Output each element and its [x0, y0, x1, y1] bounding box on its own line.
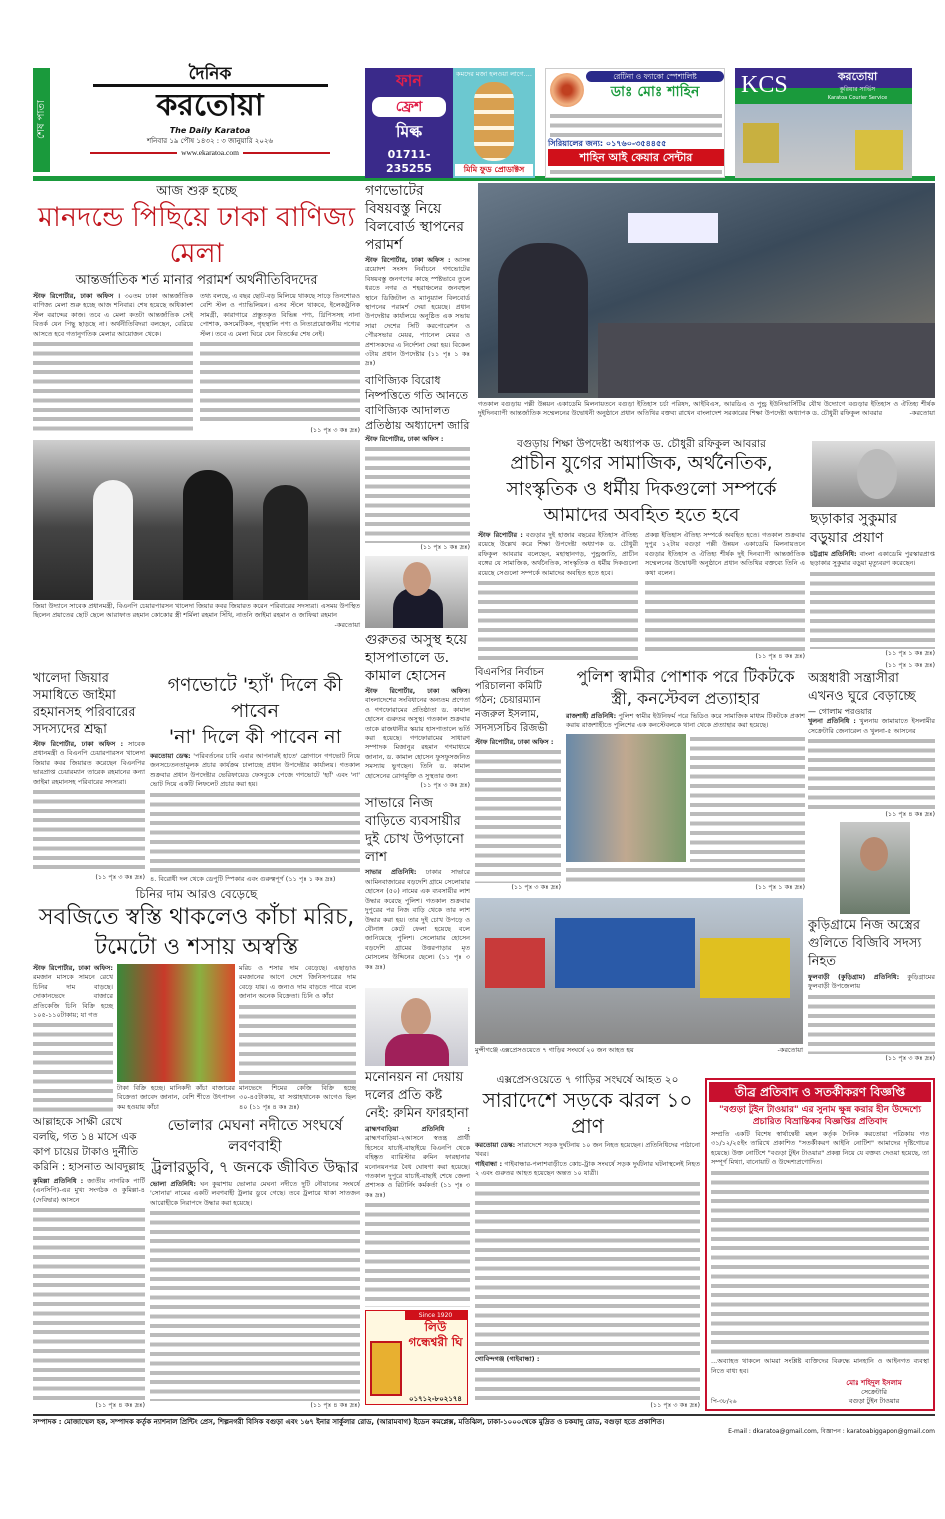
notice-org: বগুড়া টুইন টাওয়ার [848, 1397, 900, 1405]
footer-rule [33, 1414, 935, 1416]
road-body-more2: গোবিন্দগঞ্জ (গাইবান্ধা) : [475, 1355, 540, 1364]
hasnat-story [33, 1115, 145, 1410]
bnp-committee-headline[interactable]: বিএনপির নির্বাচন পরিচালনা কমিটি গঠন; চেয়ারম্যান নজরুল ইসলাম, সদস্যসচিব রিজভী [475, 667, 548, 734]
notice-body-more [711, 1168, 929, 1358]
chini-body-more [239, 1002, 356, 1084]
ad-text: মিমি ফুড প্রোডাক্টস [455, 164, 533, 176]
trawler-body-more [150, 1208, 360, 1400]
trawler-headline[interactable] [150, 1115, 360, 1178]
ad-text: ফ্রেশ [372, 97, 446, 117]
notice-title: তীব্র প্রতিবাদ ও সতর্কীকরণ বিজ্ঞপ্তি [709, 1082, 931, 1102]
sukumar-photo [812, 441, 935, 507]
lead-kicker: আজ শুরু হচ্ছে [156, 184, 237, 199]
masthead-english: The Daily Karatoa [169, 126, 251, 135]
conference-photo-caption: গতকাল বগুড়ায় পল্লী উন্নয়ন একাডেমি মিলনায়তনে বগুড়া ইতিহাস চর্চা পরিষদ, আইবিএস, আরডিএ ও পুন্ড্র ইউনিভার্সিটির যৌথ উদ্যোগে বগুড়ার ইতিহাস ও ঐতিহ্য শীর্ষক দুইদিনব্যাপী আন্তর্জাতিক সম্মেলনের উদ্বোধনী অনুষ্ঠানে প্রধান অতিথির বক্তব্য রাখেন বাংলাদেশ সরকারের শিক্ষা উপদেষ্টা অধ্যাপক ড. চৌধুরী রফিকুল আবরার -করতোয়া [478, 400, 935, 418]
savar-headline[interactable]: সাভারে নিজ বাড়িতে ব্যবসায়ীর দুই চোখ উপড়ানো লাশ [365, 795, 464, 866]
lead-story [33, 183, 360, 435]
kurigram-headline[interactable]: কুড়িগ্রামে নিজ অস্ত্রের গুলিতে বিজিবি সদস্য নিহত [808, 918, 922, 969]
headline-line: ভোলার মেঘনা নদীতে সংঘর্ষে লবণবাহী [167, 1116, 343, 1155]
conference-caption-box [478, 400, 935, 436]
kamal-headline[interactable]: গুরুতর অসুস্থ হয়ে হাসপাতালে ড. কামাল হোসেন [365, 632, 468, 684]
zia-grave-caption: জিয়া উদ্যানে সাবেক প্রধানমন্ত্রী, বিএনপি চেয়ারপারসন খালেদা জিয়ার কবর জিয়ারত করেন পরিবারের সদস্যরা। এসময় উপস্থিত ছিলেন প্রয়াতের ছোট ছেলে আরাফাত রহমান কোকোর স্ত্রী শর্মিলা রহমান সিঁথি, নাতনি জাইমা রহমান ও জাফিয়া রহমান -করতোয়া [33, 602, 360, 629]
road-body-tail [475, 1365, 700, 1401]
road-headline[interactable]: সারাদেশে সড়কে ঝরল ১০ প্রাণ [482, 1088, 693, 1138]
eye-icon [550, 73, 584, 107]
ad-text: ডাঃ মোঃ শাহিন [610, 84, 700, 100]
trawler-story [150, 1115, 360, 1410]
abrar-kicker: বগুড়ায় শিক্ষা উপদেষ্টা অধ্যাপক ড. চৌধুরী রফিকুল আবরার [517, 438, 766, 450]
chini-body-col2-text: মরিচ ও শসার দাম বেড়েছে। এছাড়াও রমজানের আগে দেশে জিনিসপত্রের দাম বেড়ে যায়। এ জন্যও দাম বাড়তে পারে বলে জানান অনেক বিক্রেতা। চিনি ও কাঁচা [239, 964, 356, 1001]
lead-body-col1 [33, 292, 193, 435]
continuation: (১১ পৃঃ ৪ কঃ দ্রঃ) [755, 651, 805, 660]
continuation: (১১ পৃঃ ১ কঃ দ্রঃ) [885, 661, 935, 669]
bnp-committee-body [475, 747, 561, 882]
masthead-kicker: দৈনিক [188, 64, 232, 84]
chini-body-col3 [239, 964, 356, 1112]
kcs-logo: KCS [741, 72, 788, 98]
road-kicker: এক্সপ্রেসওয়েতে ৭ গাড়ির সংঘর্ষে আহত ২০ [496, 1074, 679, 1086]
ad-text: শাহিন আই কেয়ার সেন্টার [548, 149, 724, 166]
abrar-body-col1: স্টাফ রিপোর্টার : বগুড়ার দুই হাজার বছরের ইতিহাস ঐতিহ্য রয়েছে উল্লেখ করে শিক্ষা উপদেষ্টা অধ্যাপক ড. চৌধুরী রফিকুল আবরার বলেছেন, মহাস্থানগড়, পুন্ড্রজাতি, প্রাচীন বঙ্গের যে সামাজিক, অর্থনৈতিক, সাংস্কৃতিক ও ধর্মীয় দিকগুলো রয়েছে সেগুলো সম্পর্কে আমাদের অবহিত হতে হবে। [478, 531, 638, 661]
ad-phone: ০১৭১২-৮০২১৭৪ [409, 1395, 462, 1403]
continuation: (১১ পৃঃ ৪ কঃ দ্রঃ) [95, 1400, 145, 1409]
ad-text: সিরিয়ালের জন্য: ০১৭৬০-৩৫৪৪৫৫ [548, 139, 667, 148]
ad-kcs-courier[interactable] [735, 68, 912, 178]
ad-text: লিউ গন্ধেশ্বরী ঘি [408, 1320, 463, 1349]
ganavote-body: করতোয়া ডেস্ক: 'পরিবর্তনের চাবি এবার আপনারই হাতে' স্লোগানে গণভোট নিয়ে জনসচেতনতামূলক প্রচার কার্যক্রম চালাচ্ছে প্রধান উপদেষ্টার কার্যালয়। গতকাল শুক্রবার প্রধান উপদেষ্টার ভেরিফায়েড ফেসবুকে পেজে গণভোটে 'হ্যাঁ' এবং 'না' ভোট দিয়ে একটি লিফলেট প্রচার করা হয়। [150, 752, 361, 789]
rumin-farhana-photo [365, 988, 468, 1066]
road-body: করতোয়া ডেস্ক: সারাদেশে সড়ক দুর্ঘটনায় ১০ জন নিহত হয়েছেন। প্রতিনিধিদের পাঠানো খবর। গাইবান্ধা : গাইবান্ধার-পলাশবাড়ীতে কোচ-ট্রাক সংঘর্ষে সড়ক দুর্ঘটনার ঘটনাস্থলেই নিহত ২ এবং গুরুতর আহত হয়েছেন অন্তত ১০ যাত্রী। [475, 1141, 700, 1178]
continuation: (১১ পৃঃ ৩ কঃ দ্রঃ) [310, 425, 360, 434]
police-story [566, 666, 805, 892]
masthead-date: শনিবার ১৯ পৌষ ১৪৩২ : ৩ জানুয়ারি ২০২৬ [147, 137, 273, 145]
ad-text: কুরিয়ার সার্ভিস [839, 86, 876, 93]
golam-parwar-photo [840, 822, 910, 914]
continuation: (১১ পৃঃ ১ কঃ দ্রঃ) [885, 648, 935, 657]
vegetable-photo [117, 964, 235, 1082]
bus-caption-box [475, 1046, 803, 1070]
rumin-headline[interactable]: মনোনয়ন না দেয়ায় দলের প্রতি কষ্ট নেই: রুমিন ফারহানা [365, 1070, 469, 1121]
zia-caption-box [33, 602, 360, 666]
road-story [475, 1073, 700, 1410]
police-body: রাজশাহী প্রতিনিধি: পুলিশ স্বামীর ইউনিফর্ম পরে ভিডিও করে সামাজিক মাধ্যম টিকটকে প্রকাশ করায় রাজশাহীতে পুলিশের এক কনস্টেবলকে থানা থেকে প্রত্যাহার করা হয়েছে। [566, 712, 805, 730]
chini-tail2: মানভেদে শিমের কেজি বিক্রি হচ্ছে ৩০-৪৫টাকায়, যা সপ্তাহখানেক আগেও ছিল ৪০ (১১ পৃঃ ৪ কঃ দ্রঃ) [239, 1083, 356, 1111]
zia-grave-photo [33, 440, 360, 600]
notice-subtitle: "বগুড়া টুইন টাওয়ার" এর সুনাম ক্ষুন্ন করার হীন উদ্দেশ্যে প্রচারিত বিভ্রান্তিকর বিজ্ঞপ্তির প্রতিবাদ [719, 1105, 921, 1127]
notice-closing: ...অব্যাহত থাকলে আমরা সংশ্লিষ্ট ব্যক্তিদের বিরুদ্ধে মানহানি ও আইনগত ব্যবস্থা নিতে বাধ্য হব। [711, 1357, 929, 1375]
terror-body: খুলনা প্রতিনিধি : খুলনায় জামায়াতে ইসলামীর সেক্রেটারি জেনারেল ও খুলনা-৫ আসনের [808, 717, 935, 735]
chini-story [33, 886, 360, 1112]
abrar-story [478, 437, 805, 661]
lead-body-text: ৩০তম ঢাকা আন্তর্জাতিক বাণিজ্য মেলা শুরু হচ্ছে আজ শনিবার। শেষ হয়েছে অধিকাংশ স্টল বরাদ্দের কাজ। তবে এ মেলা কতটা আন্তর্জাতিক সেই বিতর্ক যেন পিছু ছাড়ছে না। অর্থনীতিবিদরা বলছেন, বেরিয়ে আসতে হবে গতানুগতিক মেলার আয়োজন থেকে। [33, 292, 193, 338]
terror-byline-quote: — গোলাম পরওয়ার [808, 707, 872, 717]
divider [90, 152, 177, 154]
abrar-body-col2: প্রকল্প ইতিহাস ঐতিহ্য সম্পর্কে অবহিত হতে। গতকাল শুক্রবার দুপুর ১২টায় বগুড়া পল্লী উন্নয়ন একাডেমি মিলনায়তনে বগুড়ার ইতিহাস ও ঐতিহ্য শীর্ষক দুই দিনব্যাপী আন্তর্জাতিক সম্মেলনের উদ্বোধনী অনুষ্ঠানে প্রধান অতিথির বক্তব্যে তিনি এ কথা বলেন। (১১ পৃঃ ৪ কঃ দ্রঃ) [645, 531, 805, 660]
ad-shahin-eye-care[interactable] [545, 68, 725, 178]
chini-tail1: টাকা বিক্রি হচ্ছে। মানিকদী কাঁচা বাজারের বিক্রেতা জাবেদ জানান, বেশি শীতে উৎপাদন কম হওয়ায় কাঁচা [117, 1083, 235, 1111]
continuation: (১১ পৃঃ ৩ কঃ দ্রঃ) [885, 1053, 935, 1062]
notice-body: সম্প্রতি একটি বিশেষ স্বার্থান্বেষী মহল কর্তৃক দৈনিক করতোয়া পত্রিকায় গত ৩১/১২/২৫ইং তারিখে প্রকাশিত "সতর্কীকরণ আইনি নোটিশ" আমাদের দৃষ্টিগোচর হয়েছে। উক্ত নোটিশে "বগুড়া টুইন টাওয়ার" প্রকল্প নিয়ে যে বক্তব্য দেওয়া হয়েছে, তা সম্পূর্ণ মিথ্যা, বানোয়াট ও উদ্দেশ্যপ্রণোদিত। [711, 1130, 929, 1167]
kurigram-body: ফুলবাড়ী (কুড়িগ্রাম) প্রতিনিধি: কুড়িগ্রামের ফুলবাড়ী উপজেলায় [808, 973, 935, 991]
headline-line: পুলিশ স্বামীর পোশাক পরে টিকটকে [576, 667, 795, 686]
truck-image [743, 123, 779, 163]
bus-crash-caption: মুন্সীগঞ্জে এক্সপ্রেসওয়েতে ৭ গাড়ির সংঘর্ষে ২০ জন আহত হয় -করতোয়া [475, 1046, 803, 1054]
ad-text: ফান [396, 71, 422, 90]
notice-signer: মোঃ শহিদুল ইসলাম [846, 1379, 902, 1387]
hasnat-body: কুমিল্লা প্রতিনিধি : জাতীয় নাগরিক পার্টি (এনসিপি)-এর মুখ্য সংগঠক ও কুমিল্লা-৪ (দেবিদ্বার) আসনে [33, 1177, 145, 1204]
continuation: (১১ পৃঃ ৩ কঃ দ্রঃ) [511, 882, 561, 891]
lead-subhead: আন্তর্জাতিক শর্ত মানার পরামর্শ অর্থনীতিবিদদের [75, 273, 318, 288]
chini-headline[interactable]: সবজিতে স্বস্তি থাকলেও কাঁচা মরিচ, টমেটো ও শসায় অস্বস্তি [38, 904, 355, 960]
divider [243, 152, 330, 154]
rumin-body: ব্রাহ্মণবাড়িয়া প্রতিনিধি : ব্রাহ্মণবাড়িয়া-২আসনে স্বতন্ত্র প্রার্থী হিসেবে যাচাই-বাছাইয়ে বিএনপি থেকে বহিষ্কৃত ব্যারিস্টার রুমিন ফারহানার মনোনয়নপত্র বৈধ ঘোষণা করা হয়েছে। গতকাল দুপুরে যাচাই-বাছাই শেষে জেলা প্রশাসক ও রিটার্নিং কর্মকর্তা (১১ পৃঃ ৩ কঃ দ্রঃ) [365, 1125, 470, 1199]
headline-line: গণভোটে 'হ্যাঁ' দিলে কী পাবেন [167, 674, 343, 722]
sukumar-story [810, 510, 935, 658]
tiktok-photo [566, 734, 686, 862]
masthead [90, 64, 330, 172]
khaleda-headline[interactable]: খালেদা জিয়ার সমাধিতে জাইমা রহমানসহ পরিবারের সদস্যদের শ্রদ্ধা [33, 671, 136, 737]
khaleda-body: স্টাফ রিপোর্টার, ঢাকা অফিস : সাবেক প্রধানমন্ত্রী ও বিএনপি চেয়ারপারসন খালেদা জিয়ার কবর জিয়ারত করেছেন বিএনপির ভারপ্রাপ্ত চেয়ারম্যান তারেক রহমানের কন্যা জাইমা রহমানসহ পরিবারের সদস্যরা। [33, 740, 145, 786]
column-billboard [365, 182, 470, 552]
police-body-more [566, 865, 805, 883]
masthead-website[interactable]: www.ekaratoa.com [181, 148, 239, 157]
commercial-court-body [365, 444, 470, 542]
sukumar-body: চট্টগ্রাম প্রতিনিধি: বাংলা একাডেমি পুরস্কারপ্রাপ্ত ছড়াকার সুকুমার বড়ুয়া মৃত্যুবরণ করেছেন। [810, 550, 935, 568]
trawler-body: ভোলা প্রতিনিধি: ঘন কুয়াশায় ভোলার মেঘনা নদীতে দুটি নৌযানের সংঘর্ষে 'সোনার' নামের একটি লবণবাহী ট্রলার ডুবে গেছে। তবে ট্রলারে থাকা সাতজন আরোহীকে নিরাপদে উদ্ধার করা হয়েছে। [150, 1180, 360, 1207]
terror-story [808, 661, 935, 819]
lead-body-text: তথ্য বলছে, এ বছর ছোট-বড় মিলিয়ে থাকছে সাড়ে তিনশোরও বেশি স্টল ও প্যাভিলিয়ন। এসব স্টলে থাকবে, ইলেকট্রনিক সামগ্রী, কারাগারে প্রস্তুতকৃত বিভিন্ন পণ্য, থ্রিপিসসহ নানা পোশাক, কসমেটিকস, গৃহস্থালি পণ্য ও নিত্যপ্রয়োজনীয় পণ্যের স্টল। তবে এ মেলা ঘিরে যেন বিতর্কের শেষ নেই। [200, 292, 360, 338]
website-row [90, 147, 330, 159]
conference-photo [478, 183, 935, 398]
rumin-story [365, 1069, 470, 1307]
hasnat-headline[interactable]: আল্লাহকে সাক্ষী রেখে বলছি, গত ১৪ মাসে এক কাপ চায়ের টাকাও দুর্নীতি করিনি : হাসনাত আবদুল্লাহ [33, 1116, 145, 1173]
lead-body-col2 [200, 292, 360, 435]
column-kamal-savar [365, 631, 470, 985]
terror-headline[interactable]: অস্ত্রধারী সন্ত্রাসীরা এখনও ঘুরে বেড়াচ্ছে [808, 671, 916, 705]
ganavote-headline[interactable] [150, 672, 360, 750]
continuation: (১১ পৃঃ ৪ কঃ দ্রঃ) [885, 809, 935, 818]
billboard-body: স্টাফ রিপোর্টার, ঢাকা অফিস : আসন্ন ত্রয়োদশ সংসদ নির্বাচনে গণভোটের বিষয়বস্তু জনগণের কাছে স্পষ্টভাবে তুলে ধরতে নগর ও শহরাঞ্চলের জনবহুল স্থানে ডিজিটাল ও ম্যানুয়্যাল বিলবোর্ড স্থাপনের পরামর্শ দেয়া হয়েছে। প্রধান উপদেষ্টার কার্যালয়ে অনুষ্ঠিত এক সভায় সারা দেশের সিটি করপোরেশন ও পৌরসভার মেয়র, প্যানেল মেয়র ও প্রশাসকদের এ নির্দেশনা দেয়া হয়। বিকেল ৩টায় প্রধান উপদেষ্টার (১১ পৃঃ ১ কঃ দ্রঃ) [365, 256, 470, 368]
chini-kicker: চিনির দাম আরও বেড়েছে [135, 887, 258, 901]
continuation: (১১ পৃঃ ১ কঃ দ্রঃ) [755, 882, 805, 891]
bus-crash-photo [475, 898, 803, 1044]
biscuit-image [474, 82, 514, 161]
police-headline[interactable] [566, 666, 805, 710]
ad-ghee[interactable] [365, 1310, 468, 1405]
continuation: (১১ পৃঃ ১ কঃ দ্রঃ) [420, 542, 470, 551]
ad-phone: 01711-235255 [386, 147, 432, 175]
chini-body-col1: স্টাফ রিপোর্টার, ঢাকা অফিস: রমজান মাসকে সামনে রেখে চিনির দাম বাড়ছে। দোকানভেদে বাজারে প্রতিকেজি চিনি বিক্রি হচ্ছে ১০৫-১১০টাকায়; যা গত [33, 964, 113, 1112]
commercial-court-byline: স্টাফ রিপোর্টার, ঢাকা অফিস : [365, 434, 444, 443]
continuation: (১১ পৃঃ ৩ কঃ দ্রঃ) [420, 781, 470, 790]
billboard-headline[interactable]: গণভোটের বিষয়বস্তু নিয়ে বিলবোর্ড স্থাপনের পরামর্শ [365, 183, 464, 253]
notice-role: সেক্রেটারি [861, 1388, 887, 1396]
khaleda-story [33, 670, 145, 882]
continuation: (১১ পৃঃ ৩ কঃ দ্রঃ) [95, 872, 145, 881]
ad-text: করতোয়া [837, 70, 878, 83]
headline-line: ট্রলারডুবি, ৭ জনকে জীবিত উদ্ধার [151, 1158, 359, 1176]
abrar-headline[interactable]: প্রাচীন যুগের সামাজিক, অর্থনৈতিক, সাংস্কৃতিক ও ধর্মীয় দিকগুলো সম্পর্কে আমাদের অবহিত হতে হবে [506, 453, 777, 526]
ad-text: মিল্ক [395, 122, 423, 142]
footer [33, 1417, 935, 1451]
kamal-body: স্টাফ রিপোর্টার, ঢাকা অফিস। বাংলাদেশের সংবিধানের অন্যতম প্রণেতা ও গণফোরামের প্রতিষ্ঠাতা ড. কামাল হোসেন গুরুতর অসুস্থ। গতকাল শুক্রবার তাকে রাজধানীর স্কয়ার হাসপাতালে ভর্তি করা হয়েছে। গণফোরামের সাধারণ সম্পাদক মিজানুর রহমান গণমাধ্যমে জানান, ড. কামাল হোসেন ফুসফুসজনিত সমস্যায় ভুগছেন। তিনি ড. কামাল হোসেনের রোগমুক্তি ও সুস্থতার জন্য [365, 687, 470, 780]
continuation: (১১ পৃঃ ৪ কঃ দ্রঃ) [310, 1400, 360, 1409]
headline-line: 'না' দিলে কী পাবেন না [168, 726, 342, 748]
ganavote-point: ৪. বিরোধী দল থেকে ডেপুটি স্পিকার এবং গুরুত্বপূর্ণ (১১ পৃঃ ১ কঃ দ্রঃ) [150, 874, 336, 883]
savar-body: সাভার প্রতিনিধি: ঢাকার সাভারে আমিনবাজারের বড়দেশি গ্রামে সেলোয়ার হোসেন (৫০) নামের এক ব্যবসায়ীর লাশ উদ্ধার করেছে পুলিশ। গতকাল শুক্রবার দুপুরের পর নিজ বাড়ি থেকে তার লাশ উদ্ধার করা হয়। তার দুই চোখ উপড়ে ও যৌনাঙ্গ কেটে ফেলা হয়েছে বলে জানিয়েছে পুলিশ। সেলোয়ার হোসেন বড়দেশি গ্রামের উত্তরপাড়ার মৃত মোসলেম উদ্দিনের ছেলে। (১১ পৃঃ ৩ কঃ দ্রঃ) [365, 868, 470, 971]
ganavote-story [150, 672, 360, 884]
ad-text: কমদের মজা হলওয়া লাগে.... [456, 70, 532, 78]
sukumar-headline[interactable]: ছড়াকার সুকুমার বড়ুয়ার প্রয়াণ [810, 511, 898, 546]
protest-notice [705, 1078, 935, 1411]
bnp-byline: স্টাফ রিপোর্টার, ঢাকা অফিস : [475, 738, 554, 746]
masthead-logo: করতোয়া [93, 84, 328, 125]
byline: স্টাফ রিপোর্টার, ঢাকা অফিস । [33, 292, 121, 300]
kurigram-story [808, 917, 935, 1063]
commercial-court-headline[interactable]: বাণিজ্যিক বিরোধ নিষ্পত্তিতে গতি আনতে বাণিজ্যিক আদালত প্রতিষ্ঠায় অধ্যাদেশ জারি [365, 373, 470, 432]
ad-text: Since 1920 [405, 1311, 467, 1320]
chini-body-col2 [117, 964, 235, 1112]
road-body-more [475, 1179, 700, 1356]
section-tab: শেষ পাতা [33, 68, 50, 172]
bnp-story [475, 666, 561, 892]
police-body-cont [690, 734, 805, 862]
ad-text: Karatoa Courier Service [827, 95, 888, 101]
truck-image [855, 130, 903, 170]
continuation: (১১ পৃঃ ৩ কঃ দ্রঃ) [650, 1400, 700, 1409]
headline-line: স্ত্রী, কনস্টেবল প্রত্যাহার [611, 689, 760, 708]
ghee-jar-image [370, 1341, 402, 1396]
footer-contact: E-mail : dkaratoa@gmail.com, বিজ্ঞাপন : karatoabiggapon@gmail.com [728, 1428, 935, 1435]
lead-headline[interactable]: মানদন্ডে পিছিয়ে ঢাকা বাণিজ্য মেলা [38, 202, 355, 269]
ad-fun-fresh-milk[interactable] [365, 68, 535, 178]
kamal-hossain-photo [365, 556, 468, 628]
footer-imprint: সম্পাদক : মোজাম্মেল হক, সম্পাদক কর্তৃক ন্যাশনাল প্রিন্টিং প্রেস, শিল্পনগরী বিসিক বগুড়া এবং ১৬৭ ইনার সার্কুলার রোড, (আরামবাগ) ইডেন কমপ্লেক্স, মতিঝিল, ঢাকা-১০০০থেকে মুদ্রিত ও চকযাদু রোড, বগুড়া হতে প্রকাশিত। [33, 1418, 665, 1426]
notice-ref: পি-৩৮/২৬ [711, 1398, 737, 1405]
ad-text: রেটিনা ও ফ্যাকো স্পেশালিষ্ট [586, 71, 724, 82]
